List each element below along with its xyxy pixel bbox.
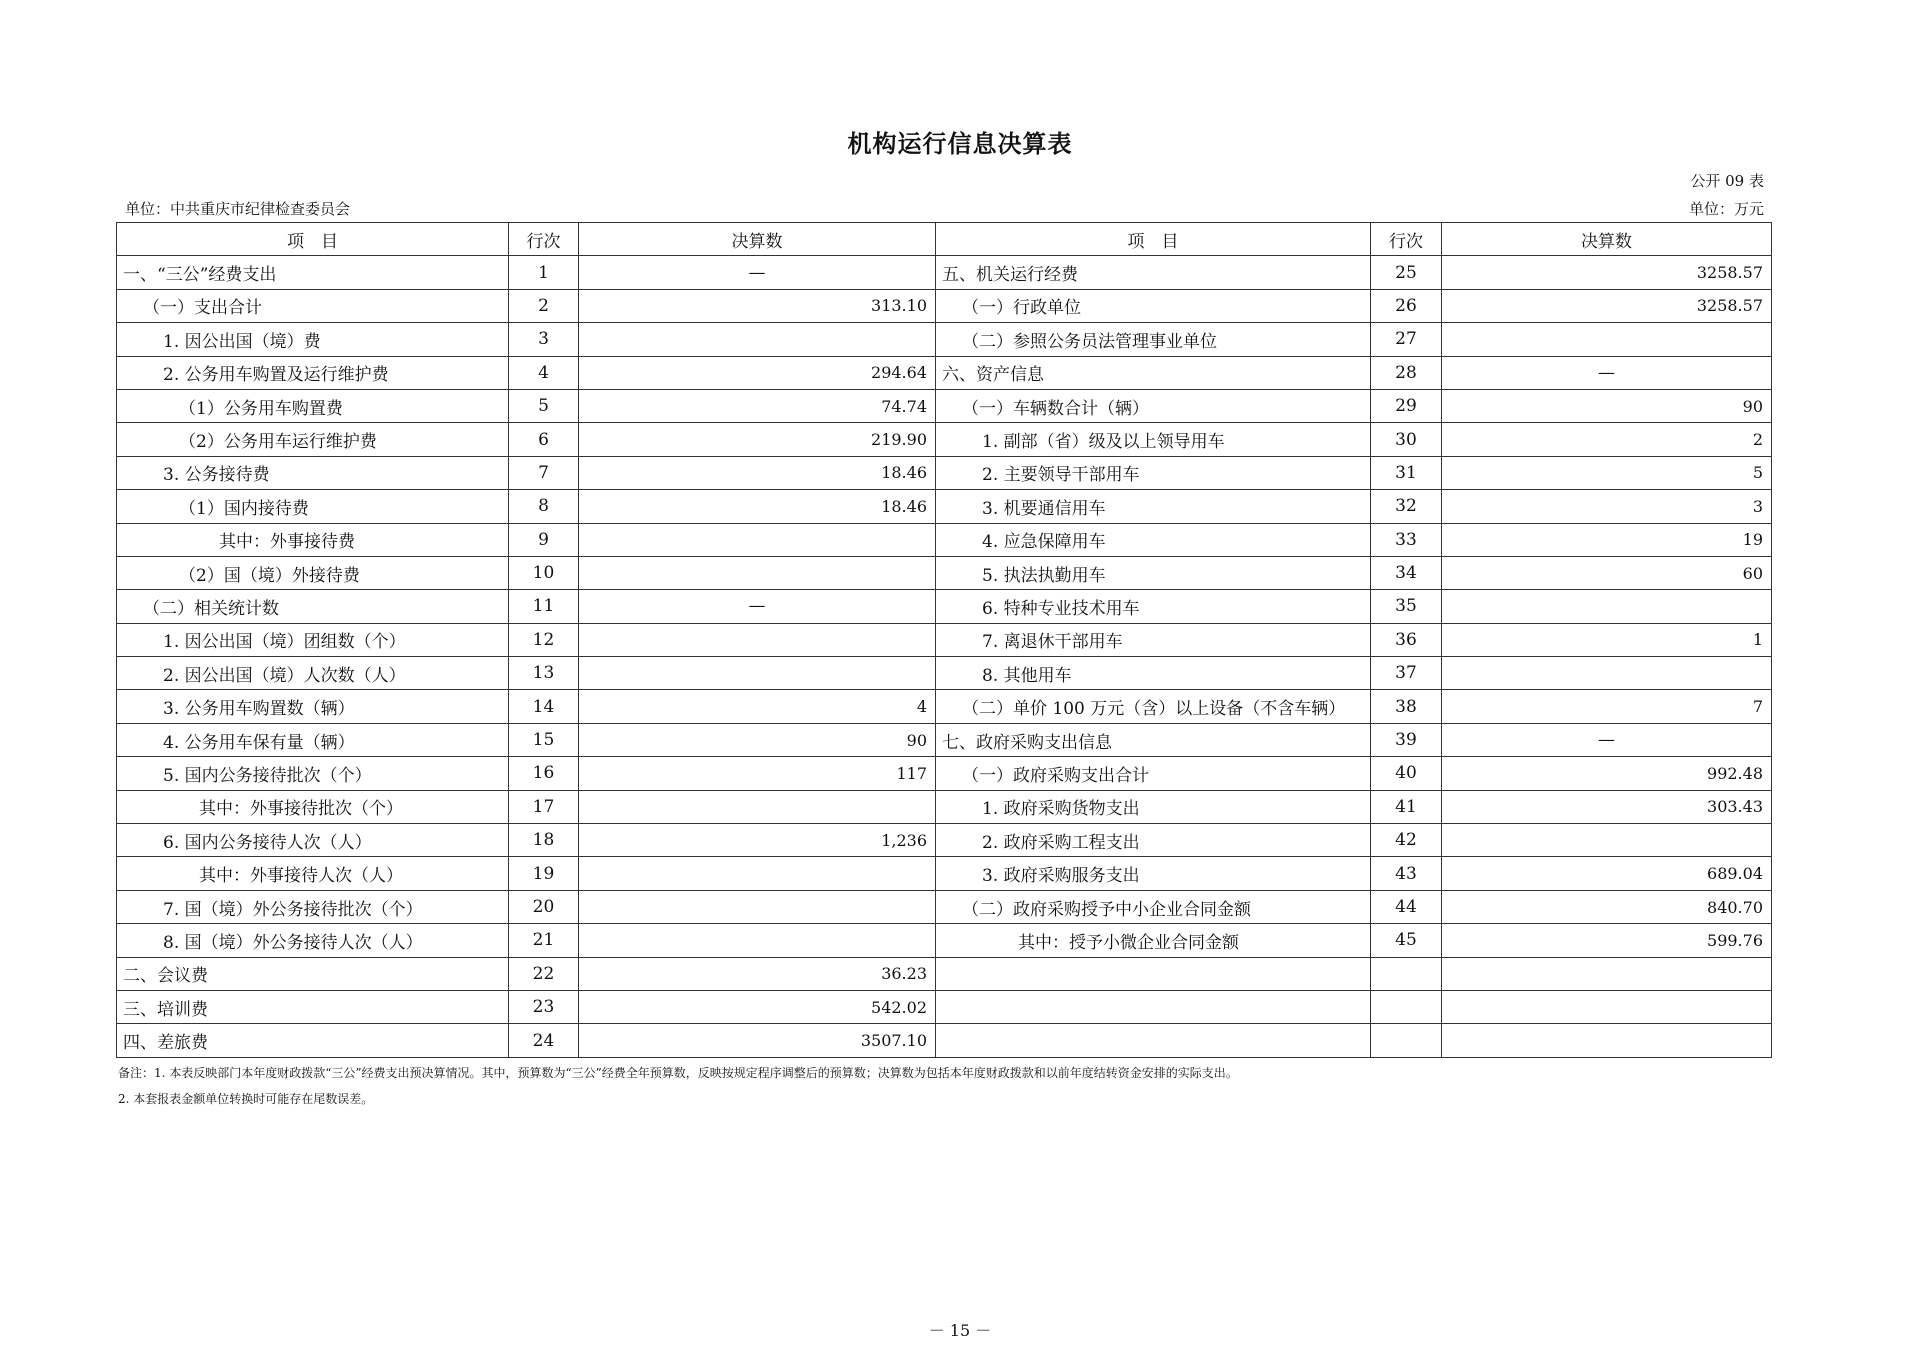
row-number (1371, 990, 1442, 1023)
amount-cell: 117 (579, 757, 936, 790)
amount-cell (579, 623, 936, 656)
amount-cell (1442, 957, 1772, 990)
table-row (117, 256, 1772, 289)
item-label (936, 990, 1371, 1023)
item-label: 其中：外事接待批次（个） (117, 790, 509, 823)
row-number: 28 (1371, 356, 1442, 389)
row-number: 31 (1371, 456, 1442, 489)
header-amount-left: 决算数 (579, 223, 936, 256)
amount-cell (1442, 1024, 1772, 1057)
item-label: 2. 主要领导干部用车 (936, 456, 1371, 489)
row-number: 33 (1371, 523, 1442, 556)
amount-cell (579, 523, 936, 556)
item-label: 四、差旅费 (117, 1024, 509, 1057)
amount-cell: 840.70 (1442, 890, 1772, 923)
item-label: （一）行政单位 (936, 289, 1371, 322)
table-row (117, 523, 1772, 556)
row-number: 4 (509, 356, 579, 389)
amount-cell (579, 790, 936, 823)
item-label: 其中：外事接待费 (117, 523, 509, 556)
row-number: 10 (509, 556, 579, 589)
row-number: 38 (1371, 690, 1442, 723)
footnote-1: 备注：1. 本表反映部门本年度财政拨款“三公”经费支出预决算情况。其中，预算数为“三公”经费全年预算数，反映按规定程序调整后的预算数；决算数为包括本年度财政拨款和以前年度结转资金安排的实际支出。 (118, 1066, 1238, 1080)
row-number: 39 (1371, 723, 1442, 756)
table-row (117, 790, 1772, 823)
amount-cell: — (579, 256, 936, 289)
amount-cell: 599.76 (1442, 924, 1772, 957)
row-number: 19 (509, 857, 579, 890)
item-label: 2. 公务用车购置及运行维护费 (117, 356, 509, 389)
item-label: 2. 因公出国（境）人次数（人） (117, 657, 509, 690)
row-number: 3 (509, 323, 579, 356)
item-label: 其中：外事接待人次（人） (117, 857, 509, 890)
amount-cell (579, 857, 936, 890)
row-number: 36 (1371, 623, 1442, 656)
amount-cell: 303.43 (1442, 790, 1772, 823)
row-number: 1 (509, 256, 579, 289)
item-label: （二）政府采购授予中小企业合同金额 (936, 890, 1371, 923)
row-number: 7 (509, 456, 579, 489)
row-number: 41 (1371, 790, 1442, 823)
amount-cell: 313.10 (579, 289, 936, 322)
amount-cell: 3258.57 (1442, 289, 1772, 322)
table-row (117, 657, 1772, 690)
amount-cell (579, 890, 936, 923)
amount-cell (1442, 990, 1772, 1023)
operations-info-table (116, 222, 1772, 1058)
item-label: 5. 国内公务接待批次（个） (117, 757, 509, 790)
row-number: 40 (1371, 757, 1442, 790)
item-label: 4. 应急保障用车 (936, 523, 1371, 556)
item-label: 8. 国（境）外公务接待人次（人） (117, 924, 509, 957)
table-row (117, 423, 1772, 456)
item-label: 三、培训费 (117, 990, 509, 1023)
row-number: 23 (509, 990, 579, 1023)
item-label: 3. 公务用车购置数（辆） (117, 690, 509, 723)
table-row (117, 824, 1772, 857)
row-number: 25 (1371, 256, 1442, 289)
table-row (117, 356, 1772, 389)
amount-cell (579, 323, 936, 356)
item-label: （2）国（境）外接待费 (117, 556, 509, 589)
amount-cell: — (1442, 356, 1772, 389)
amount-cell (1442, 657, 1772, 690)
table-row (117, 389, 1772, 422)
item-label: 5. 执法执勤用车 (936, 556, 1371, 589)
amount-cell: — (1442, 723, 1772, 756)
item-label: （一）支出合计 (117, 289, 509, 322)
item-label: （1）公务用车购置费 (117, 389, 509, 422)
row-number: 37 (1371, 657, 1442, 690)
table-row (117, 590, 1772, 623)
item-label: 五、机关运行经费 (936, 256, 1371, 289)
item-label: 一、“三公”经费支出 (117, 256, 509, 289)
amount-cell: 90 (579, 723, 936, 756)
amount-cell: — (579, 590, 936, 623)
item-label: 6. 国内公务接待人次（人） (117, 824, 509, 857)
amount-cell: 3 (1442, 490, 1772, 523)
header-amount-right: 决算数 (1442, 223, 1772, 256)
page-title: 机构运行信息决算表 (847, 129, 1073, 158)
row-number: 8 (509, 490, 579, 523)
item-label: （二）单价 100 万元（含）以上设备（不含车辆） (936, 690, 1371, 723)
row-number: 2 (509, 289, 579, 322)
row-number: 29 (1371, 389, 1442, 422)
row-number: 14 (509, 690, 579, 723)
header-item-left: 项 目 (117, 223, 509, 256)
amount-cell: 542.02 (579, 990, 936, 1023)
table-row (117, 289, 1772, 322)
amount-cell: 74.74 (579, 389, 936, 422)
table-row (117, 857, 1772, 890)
row-number: 15 (509, 723, 579, 756)
row-number: 42 (1371, 824, 1442, 857)
item-label (936, 957, 1371, 990)
row-number: 24 (509, 1024, 579, 1057)
table-row (117, 924, 1772, 957)
amount-cell: 294.64 (579, 356, 936, 389)
row-number: 30 (1371, 423, 1442, 456)
amount-cell (579, 556, 936, 589)
row-number: 35 (1371, 590, 1442, 623)
page-number: － 15 － (928, 1321, 992, 1340)
amount-cell: 219.90 (579, 423, 936, 456)
item-label: 1. 因公出国（境）费 (117, 323, 509, 356)
table-row (117, 723, 1772, 756)
item-label (936, 1024, 1371, 1057)
item-label: （二）相关统计数 (117, 590, 509, 623)
amount-cell: 992.48 (1442, 757, 1772, 790)
amount-cell: 3258.57 (1442, 256, 1772, 289)
row-number: 18 (509, 824, 579, 857)
row-number: 22 (509, 957, 579, 990)
item-label: 1. 因公出国（境）团组数（个） (117, 623, 509, 656)
item-label: 7. 国（境）外公务接待批次（个） (117, 890, 509, 923)
item-label: （一）政府采购支出合计 (936, 757, 1371, 790)
amount-cell: 36.23 (579, 957, 936, 990)
amount-cell (579, 924, 936, 957)
item-label: 二、会议费 (117, 957, 509, 990)
row-number: 45 (1371, 924, 1442, 957)
amount-cell: 18.46 (579, 490, 936, 523)
item-label: 7. 离退休干部用车 (936, 623, 1371, 656)
table-row (117, 957, 1772, 990)
row-number: 21 (509, 924, 579, 957)
item-label: 1. 副部（省）级及以上领导用车 (936, 423, 1371, 456)
header-item-right: 项 目 (936, 223, 1371, 256)
item-label: 8. 其他用车 (936, 657, 1371, 690)
item-label: 3. 政府采购服务支出 (936, 857, 1371, 890)
footnote-2: 2. 本套报表金额单位转换时可能存在尾数误差。 (118, 1092, 374, 1106)
row-number: 17 (509, 790, 579, 823)
amount-cell (579, 657, 936, 690)
table-row (117, 323, 1772, 356)
table-row (117, 757, 1772, 790)
table-row (117, 556, 1772, 589)
unit-currency: 单位：万元 (1688, 200, 1764, 218)
unit-organization: 单位：中共重庆市纪律检查委员会 (125, 200, 351, 218)
amount-cell: 689.04 (1442, 857, 1772, 890)
table-row (117, 623, 1772, 656)
amount-cell: 1 (1442, 623, 1772, 656)
item-label: （一）车辆数合计（辆） (936, 389, 1371, 422)
row-number: 32 (1371, 490, 1442, 523)
row-number: 6 (509, 423, 579, 456)
amount-cell: 1,236 (579, 824, 936, 857)
row-number: 20 (509, 890, 579, 923)
amount-cell: 90 (1442, 389, 1772, 422)
table-body (117, 256, 1772, 1057)
form-number: 公开 09 表 (1690, 172, 1764, 190)
amount-cell (1442, 590, 1772, 623)
item-label: 4. 公务用车保有量（辆） (117, 723, 509, 756)
item-label: 其中：授予小微企业合同金额 (936, 924, 1371, 957)
amount-cell (1442, 323, 1772, 356)
row-number: 44 (1371, 890, 1442, 923)
header-row-no-left: 行次 (509, 223, 579, 256)
table-row (117, 490, 1772, 523)
amount-cell: 5 (1442, 456, 1772, 489)
table-header-row (117, 223, 1772, 256)
item-label: 六、资产信息 (936, 356, 1371, 389)
row-number: 16 (509, 757, 579, 790)
amount-cell: 2 (1442, 423, 1772, 456)
row-number: 5 (509, 389, 579, 422)
table-row (117, 690, 1772, 723)
row-number: 26 (1371, 289, 1442, 322)
header-row-no-right: 行次 (1371, 223, 1442, 256)
row-number: 13 (509, 657, 579, 690)
item-label: （1）国内接待费 (117, 490, 509, 523)
item-label: （2）公务用车运行维护费 (117, 423, 509, 456)
amount-cell (1442, 824, 1772, 857)
row-number: 27 (1371, 323, 1442, 356)
table-row (117, 456, 1772, 489)
table-row (117, 1024, 1772, 1057)
table-row (117, 990, 1772, 1023)
amount-cell: 4 (579, 690, 936, 723)
row-number: 43 (1371, 857, 1442, 890)
row-number: 12 (509, 623, 579, 656)
amount-cell: 18.46 (579, 456, 936, 489)
item-label: 3. 机要通信用车 (936, 490, 1371, 523)
amount-cell: 7 (1442, 690, 1772, 723)
item-label: 6. 特种专业技术用车 (936, 590, 1371, 623)
item-label: 2. 政府采购工程支出 (936, 824, 1371, 857)
amount-cell: 3507.10 (579, 1024, 936, 1057)
row-number: 9 (509, 523, 579, 556)
row-number: 34 (1371, 556, 1442, 589)
item-label: 七、政府采购支出信息 (936, 723, 1371, 756)
item-label: （二）参照公务员法管理事业单位 (936, 323, 1371, 356)
amount-cell: 19 (1442, 523, 1772, 556)
row-number (1371, 957, 1442, 990)
item-label: 3. 公务接待费 (117, 456, 509, 489)
amount-cell: 60 (1442, 556, 1772, 589)
item-label: 1. 政府采购货物支出 (936, 790, 1371, 823)
row-number (1371, 1024, 1442, 1057)
table-row (117, 890, 1772, 923)
row-number: 11 (509, 590, 579, 623)
